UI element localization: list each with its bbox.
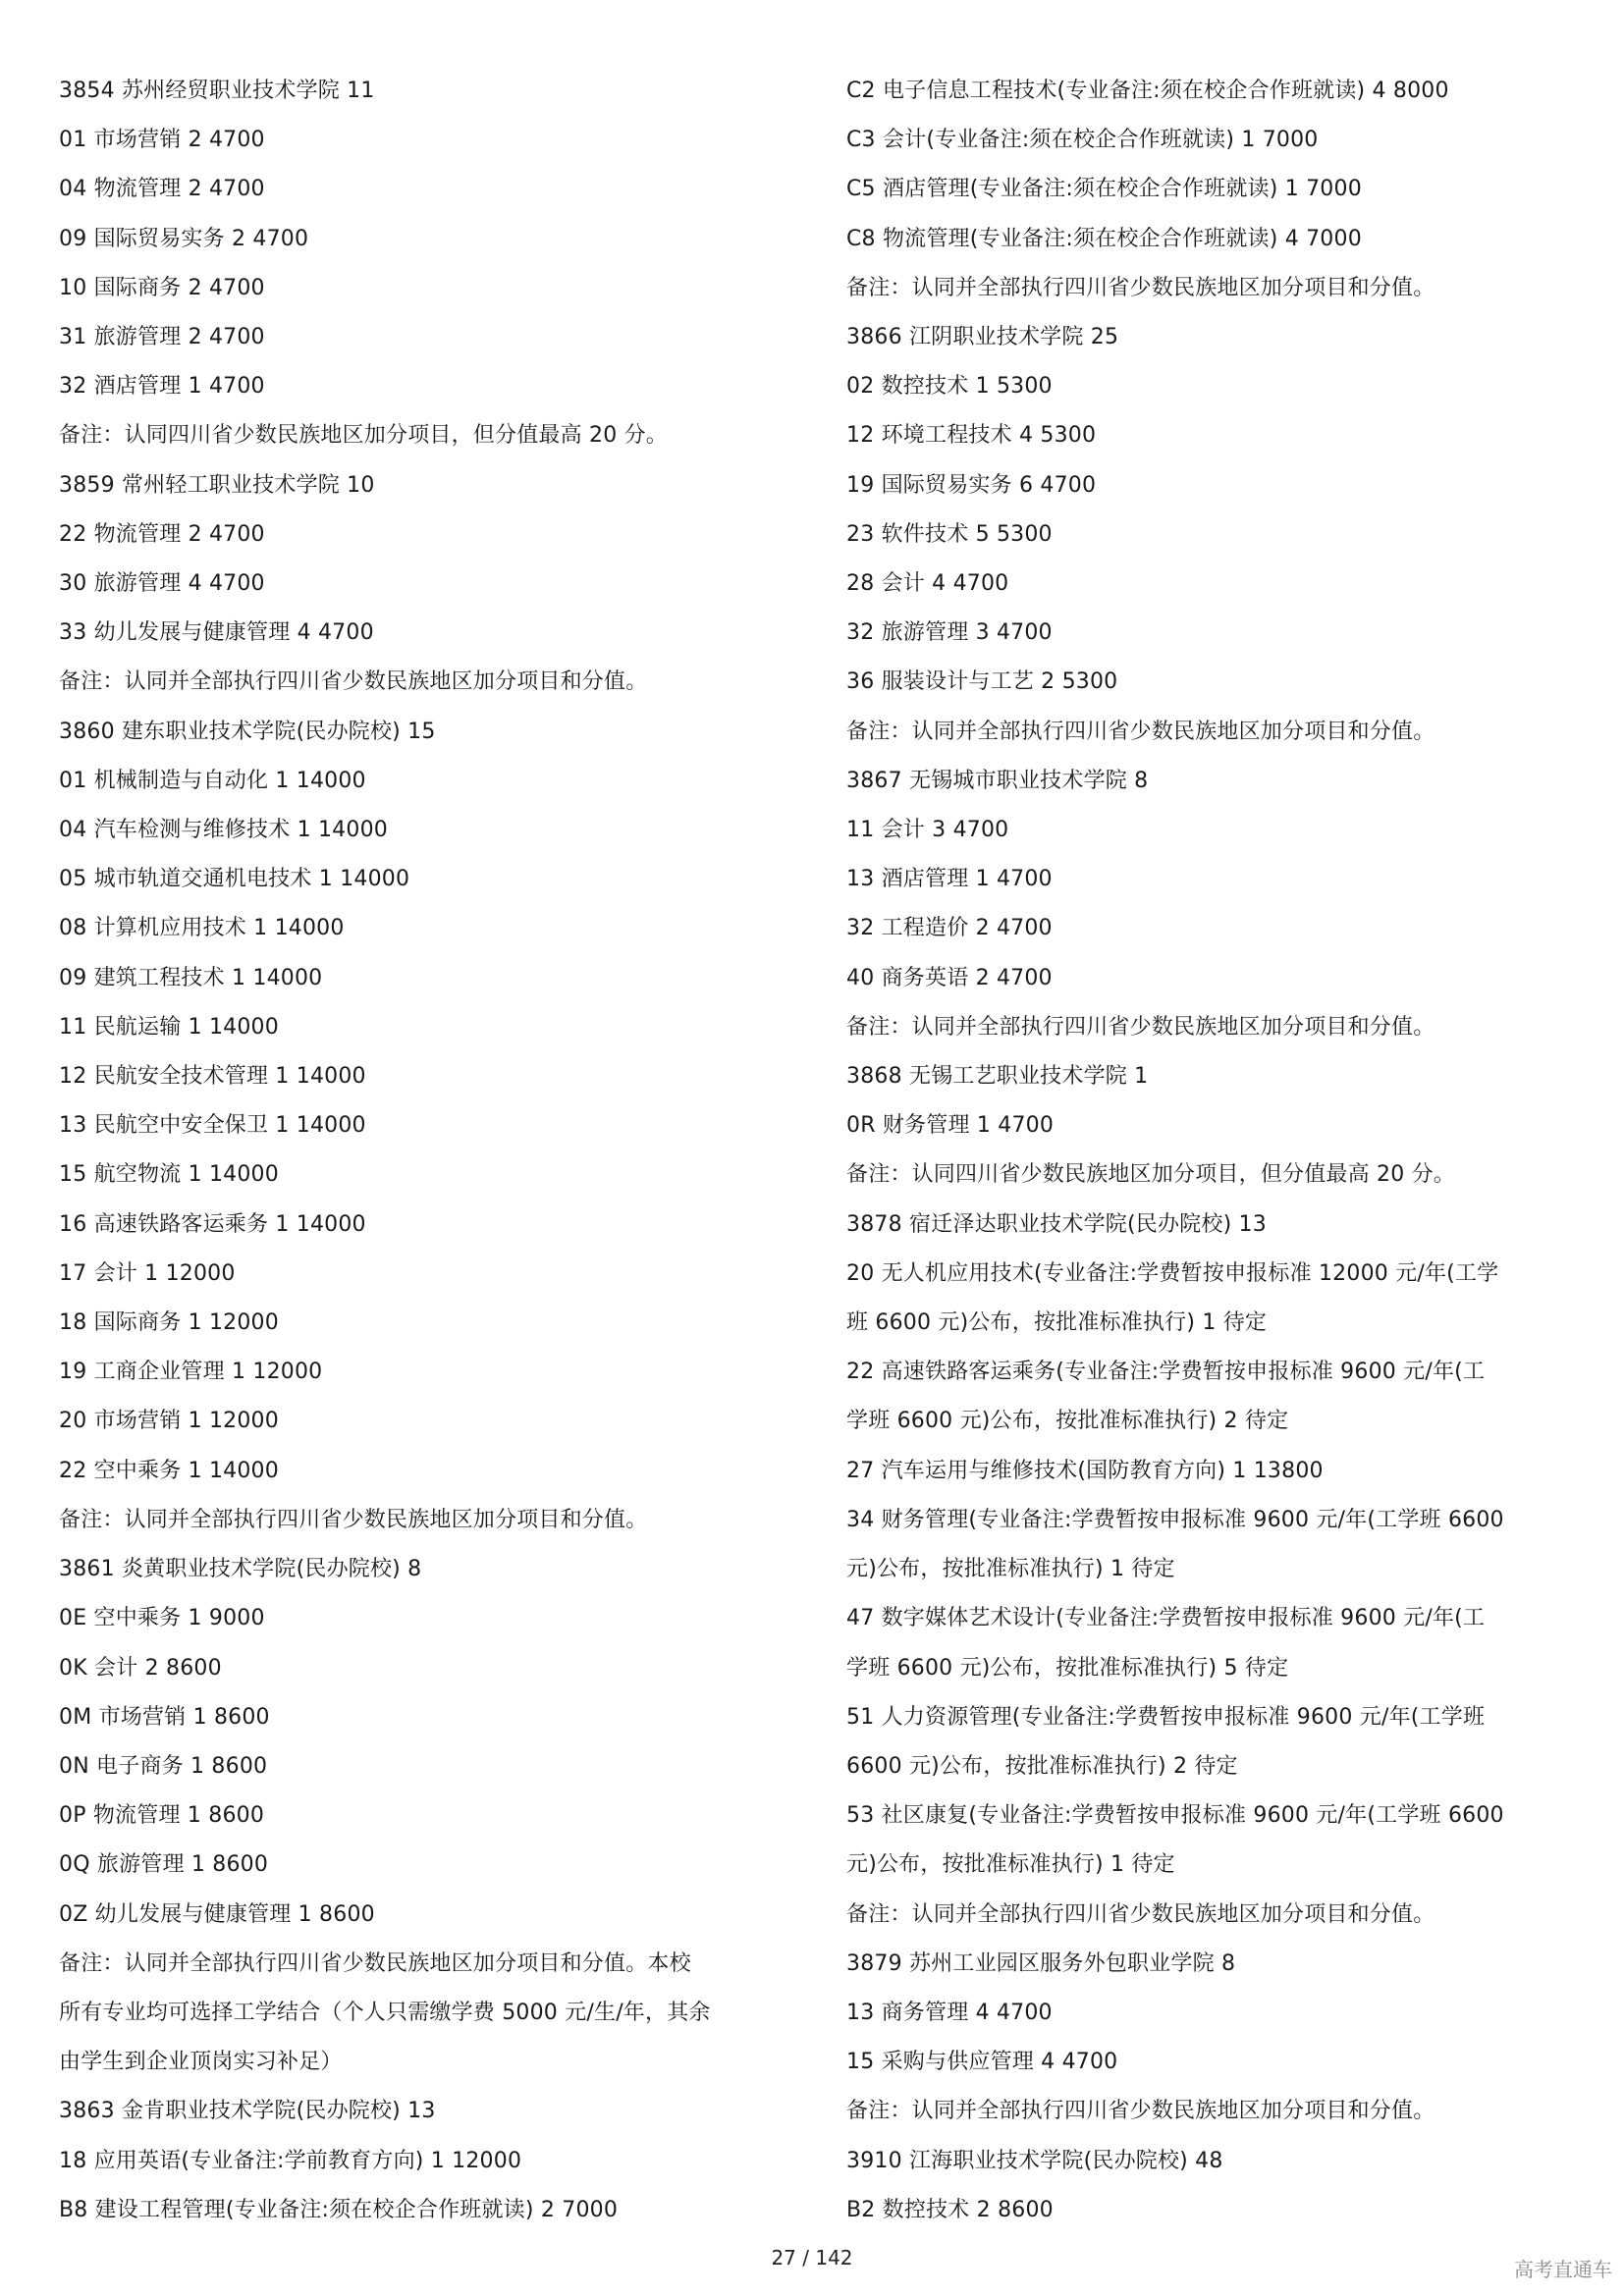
text-line: 0M 市场营销 1 8600 [59,1704,270,1730]
text-line: 22 物流管理 2 4700 [59,521,265,547]
text-line: 08 计算机应用技术 1 14000 [59,916,345,941]
text-line: 22 空中乘务 1 14000 [59,1458,279,1483]
text-line: 18 国际商务 1 12000 [59,1310,279,1336]
text-line: 22 高速铁路客运乘务(专业备注:学费暂按申报标准 9600 元/年(工 [846,1360,1486,1385]
text-line: 0Q 旅游管理 1 8600 [59,1852,269,1878]
watermark: 高考直通车 [1514,2258,1612,2281]
text-line: C3 会计(专业备注:须在校企合作班就读) 1 7000 [846,128,1319,153]
text-line: 0Z 幼儿发展与健康管理 1 8600 [59,1901,375,1927]
text-line: 15 航空物流 1 14000 [59,1162,279,1188]
text-line: 04 汽车检测与维修技术 1 14000 [59,818,388,843]
text-line: 备注：认同并全部执行四川省少数民族地区加分项目和分值。 [59,669,648,695]
text-line: 13 酒店管理 1 4700 [846,867,1053,892]
text-line: 20 无人机应用技术(专业备注:学费暂按申报标准 12000 元/年(工学 [846,1260,1499,1286]
text-line: 3866 江阴职业技术学院 25 [846,325,1119,350]
text-line: 13 商务管理 4 4700 [846,2000,1053,2025]
text-line: 备注：认同并全部执行四川省少数民族地区加分项目和分值。 [846,275,1435,300]
text-line: 学班 6600 元)公布，按批准标准执行) 5 待定 [846,1655,1289,1681]
text-line: 01 市场营销 2 4700 [59,128,265,153]
text-line: 3867 无锡城市职业技术学院 8 [846,768,1149,793]
text-line: 3878 宿迁泽达职业技术学院(民办院校) 13 [846,1211,1267,1237]
text-line: 0P 物流管理 1 8600 [59,1803,265,1829]
text-line: 47 数字媒体艺术设计(专业备注:学费暂按申报标准 9600 元/年(工 [846,1606,1486,1631]
text-line: 02 数控技术 1 5300 [846,374,1053,400]
text-line: 3910 江海职业技术学院(民办院校) 48 [846,2148,1223,2173]
text-line: 备注：认同并全部执行四川省少数民族地区加分项目和分值。 [846,719,1435,744]
text-line: 40 商务英语 2 4700 [846,965,1053,990]
text-line: 由学生到企业顶岗实习补足） [59,2050,343,2075]
text-line: 所有专业均可选择工学结合（个人只需缴学费 5000 元/生/年，其余 [59,2000,711,2025]
text-line: 13 民航空中安全保卫 1 14000 [59,1113,366,1139]
text-line: 12 环境工程技术 4 5300 [846,423,1097,449]
text-line: 0E 空中乘务 1 9000 [59,1606,265,1631]
text-line: 3861 炎黄职业技术学院(民办院校) 8 [59,1557,422,1582]
text-line: 15 采购与供应管理 4 4700 [846,2050,1118,2075]
text-line: 28 会计 4 4700 [846,571,1009,597]
page-number: 27 / 142 [771,2246,853,2269]
text-line: 备注：认同并全部执行四川省少数民族地区加分项目和分值。 [846,1014,1435,1040]
text-line: 备注：认同并全部执行四川省少数民族地区加分项目和分值。 [846,1901,1435,1927]
text-line: 51 人力资源管理(专业备注:学费暂按申报标准 9600 元/年(工学班 [846,1704,1486,1730]
text-line: 34 财务管理(专业备注:学费暂按申报标准 9600 元/年(工学班 6600 [846,1507,1504,1532]
text-line: 20 市场营销 1 12000 [59,1409,279,1434]
text-line: 学班 6600 元)公布，按批准标准执行) 2 待定 [846,1409,1289,1434]
text-line: 32 酒店管理 1 4700 [59,374,265,400]
text-line: 0N 电子商务 1 8600 [59,1753,268,1779]
text-line: 30 旅游管理 4 4700 [59,571,265,597]
text-line: 11 民航运输 1 14000 [59,1014,279,1040]
text-line: B8 建设工程管理(专业备注:须在校企合作班就读) 2 7000 [59,2197,619,2222]
text-line: 备注：认同四川省少数民族地区加分项目，但分值最高 20 分。 [59,423,668,449]
text-line: 3863 金肯职业技术学院(民办院校) 13 [59,2099,436,2124]
text-line: 33 幼儿发展与健康管理 4 4700 [59,620,374,646]
text-line: 04 物流管理 2 4700 [59,177,265,202]
text-line: 23 软件技术 5 5300 [846,521,1053,547]
text-line: 6600 元)公布，按批准标准执行) 2 待定 [846,1753,1238,1779]
text-line: 10 国际商务 2 4700 [59,275,265,300]
text-line: 3879 苏州工业园区服务外包职业学院 8 [846,1950,1236,1976]
text-line: 09 建筑工程技术 1 14000 [59,965,323,990]
text-line: 0K 会计 2 8600 [59,1655,222,1681]
text-line: 19 国际贸易实务 6 4700 [846,472,1097,498]
text-line: 09 国际贸易实务 2 4700 [59,226,309,251]
text-line: 17 会计 1 12000 [59,1260,236,1286]
text-line: 05 城市轨道交通机电技术 1 14000 [59,867,410,892]
text-line: 备注：认同并全部执行四川省少数民族地区加分项目和分值。本校 [59,1950,691,1976]
text-line: 元)公布，按批准标准执行) 1 待定 [846,1852,1175,1878]
text-line: 16 高速铁路客运乘务 1 14000 [59,1211,366,1237]
left-column [59,67,805,2235]
text-line: 53 社区康复(专业备注:学费暂按申报标准 9600 元/年(工学班 6600 [846,1803,1504,1829]
text-line: 01 机械制造与自动化 1 14000 [59,768,366,793]
right-column [846,67,1593,2235]
text-line: 3859 常州轻工职业技术学院 10 [59,472,375,498]
text-line: 32 旅游管理 3 4700 [846,620,1053,646]
text-line: 18 应用英语(专业备注:学前教育方向) 1 12000 [59,2148,522,2173]
text-line: 32 工程造价 2 4700 [846,916,1053,941]
text-line: 元)公布，按批准标准执行) 1 待定 [846,1557,1175,1582]
text-line: 备注：认同四川省少数民族地区加分项目，但分值最高 20 分。 [846,1162,1455,1188]
text-line: 19 工商企业管理 1 12000 [59,1360,323,1385]
text-line: C8 物流管理(专业备注:须在校企合作班就读) 4 7000 [846,226,1362,251]
text-line: 3868 无锡工艺职业技术学院 1 [846,1064,1149,1090]
text-line: 27 汽车运用与维修技术(国防教育方向) 1 13800 [846,1458,1324,1483]
text-line: 3854 苏州经贸职业技术学院 11 [59,79,375,103]
text-line: 备注：认同并全部执行四川省少数民族地区加分项目和分值。 [59,1507,648,1532]
text-line: 31 旅游管理 2 4700 [59,325,265,350]
text-line: 3860 建东职业技术学院(民办院校) 15 [59,719,436,744]
text-line: 班 6600 元)公布，按批准标准执行) 1 待定 [846,1310,1268,1336]
text-line: 11 会计 3 4700 [846,818,1009,843]
text-line: 36 服装设计与工艺 2 5300 [846,669,1118,695]
text-line: C2 电子信息工程技术(专业备注:须在校企合作班就读) 4 8000 [846,79,1449,103]
text-line: 12 民航安全技术管理 1 14000 [59,1064,366,1090]
text-line: C5 酒店管理(专业备注:须在校企合作班就读) 1 7000 [846,177,1362,202]
text-line: 备注：认同并全部执行四川省少数民族地区加分项目和分值。 [846,2099,1435,2124]
text-line: 0R 财务管理 1 4700 [846,1113,1055,1139]
text-line: B2 数控技术 2 8600 [846,2197,1054,2222]
